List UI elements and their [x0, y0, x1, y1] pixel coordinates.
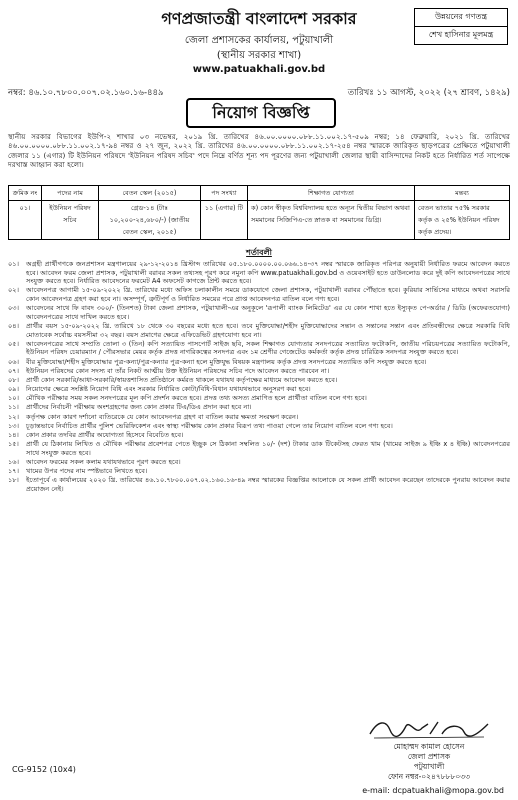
- condition-number: ০২।: [8, 286, 19, 295]
- signer-district: পটুয়াখালী: [413, 762, 445, 771]
- condition-item: [8, 403, 510, 412]
- condition-number: ০৬।: [8, 357, 19, 366]
- condition-number: ১৫।: [8, 440, 19, 449]
- condition-item: [8, 440, 510, 457]
- condition-text: কর্তৃপক্ষ কোন কারণ দর্শানো ব্যতিরেকে যে কোন আবেদনপত্র গ্রহণ বা বাতিল করার ক্ষমতা সংরক্ষণ করেন।: [26, 412, 299, 421]
- condition-number: ১১।: [8, 403, 19, 412]
- condition-item: [8, 376, 510, 385]
- condition-number: ০৫।: [8, 339, 19, 348]
- condition-text: প্রার্থীদের নির্বাচনী পরীক্ষায় অংশগ্রহণের জন্য কোন প্রকার টিএ/ডিএ প্রদান করা হবে না।: [26, 403, 252, 412]
- print-code: CG-9152 (10x4): [12, 765, 76, 774]
- signature-block: [354, 716, 504, 782]
- memo-number: নম্বর: ৪৬.১০.৭৮০০.০০৭.০২.১৬০.১৬-৪৪৯: [8, 88, 164, 98]
- intro-paragraph: স্থানীয় সরকার বিভাগের ইউপি-২ শাখার ০৩ নভেম্বর, ২০১৯ খ্রি. তারিখের ৪৬.০০.০০০০.০৮৮.১১.০০২.১৭-৫০৯ নম্বর; ১৪ ফেব্রুয়ারি, ২০২১ খ্রি. তারিখের ৪৬.০০.০০০০.০৮৮.১১.০০২.১৭-৯৪ নম্বর ও ২৭ জুন, ২০২২ খ্রি. তারিখের ৪৬.০০.০০০০.০৮৮.১১.০০২.১৭-২৫৪ নম্বর স্মারকে জারিকৃত ছাড়পত্রের প্রেক্ষিতে পটুয়াখালী জেলার ১১ (এগার) টি ইউনিয়ন পরিষদে 'ইউনিয়ন পরিষদ সচিব' পদে নিম্নে বর্ণিত শূন্য পদ পূরণের জন্য পটুয়াখালী জেলার স্থায়ী বাসিন্দাদের নিকট হতে নির্ধারিত শর্ত সাপেক্ষে দরখাস্ত আহ্বান করা হলো।: [8, 132, 510, 169]
- cell-post: ইউনিয়ন পরিষদ সচিব: [42, 201, 99, 240]
- condition-text: আবেদনের সাথে ফি বাবদ ৩০০/- (তিনশত) টাকা জেলা প্রশাসক, পটুয়াখালী-এর অনুকূলে 'রূপালী ব্যাংক লিমিটেড' এর যে কোন শাখা হতে ইস্যুকৃত পে-অর্ডার / ডিডি (অফেরতযোগ্য) আবেদনপত্রের সাথে দাখিল করতে হবে।: [26, 304, 510, 321]
- condition-text: চূড়ান্তভাবে নির্বাচিত প্রার্থীর পুলিশ ভেরিফিকেশন এবং স্বাস্থ্য পরীক্ষায় কোন প্রকার বিরূপ তথ্য পাওয়া গেলে তার নিয়োগ বাতিল বলে গণ্য হবে।: [26, 421, 393, 430]
- condition-item: [8, 431, 510, 440]
- conditions-list: [8, 260, 510, 494]
- condition-text: খামের উপর পদের নাম স্পষ্টভাবে লিখতে হবে।: [26, 467, 148, 476]
- cell-remarks: বেতন ভাতার ৭৫% সরকার কর্তৃক ও ২৫% ইউনিয়ন পরিষদ কর্তৃক প্রদেয়।: [415, 201, 510, 240]
- table-header: মন্তব্য: [415, 186, 510, 201]
- condition-item: [8, 385, 510, 394]
- condition-item: [8, 367, 510, 376]
- cell-count: ১১ (এগার) টি: [201, 201, 248, 240]
- condition-item: [8, 340, 510, 357]
- condition-text: প্রার্থী যে ঠিকানায় লিখিত ও মৌখিক পরীক্ষার প্রবেশপত্র পেতে ইচ্ছুক সে ঠিকানা সম্বলিত ১০/- (দশ) টাকার ডাক টিকেটসহ ফেরত খাম (খামের সাইজ ৯ ইঞ্চি x ৪ ইঞ্চি) আবেদনপত্রের সাথে সংযুক্ত করতে হবে।: [26, 440, 510, 457]
- condition-number: ১৮।: [8, 476, 19, 485]
- cell-serial: ০১।: [9, 201, 42, 240]
- office-name: জেলা প্রশাসকের কার্যালয়, পটুয়াখালী: [184, 35, 334, 46]
- condition-number: ০১।: [8, 260, 19, 268]
- table-header: বেতন স্কেল (২০১৫): [99, 186, 201, 201]
- signer-name: মোহাম্মদ কামাল হোসেন: [393, 742, 465, 751]
- signer-designation: জেলা প্রশাসক: [407, 752, 451, 761]
- table-header: পদ সংখ্যা: [201, 186, 248, 201]
- table-header: ক্রমিক নং: [9, 186, 42, 201]
- condition-item: [8, 260, 510, 286]
- condition-item: [8, 476, 510, 493]
- condition-number: ১৬।: [8, 457, 19, 466]
- condition-number: ০৭।: [8, 366, 19, 375]
- condition-number: ১৭।: [8, 467, 19, 476]
- condition-item: [8, 467, 510, 476]
- condition-number: ০৪।: [8, 321, 19, 330]
- condition-item: [8, 413, 510, 422]
- condition-number: ০৯।: [8, 385, 19, 394]
- signer-phone: ফোন নম্বর-০২৪৭৮৮৮০৩৩: [387, 772, 470, 781]
- conditions-title: শর্তাবলী: [246, 248, 272, 257]
- cell-qualification: ক) কোন স্বীকৃত বিশ্ববিদ্যালয় হতে অন্যূন দ্বিতীয় বিভাগ অথবা সমমানের সিজিপিএ-তে স্নাতক বা সমমানের ডিগ্রি।: [248, 201, 415, 240]
- condition-item: [8, 322, 510, 339]
- condition-text: মৌখিক পরীক্ষার সময় সকল সনদপত্রের মূল কপি প্রদর্শন করতে হবে। প্রদত্ত তথ্য অসত্য প্রমাণিত হলে প্রার্থীতা বাতিল বলে গণ্য হবে।: [26, 394, 367, 403]
- condition-text: বীর মুক্তিযোদ্ধা/শহীদ মুক্তিযোদ্ধার পুত্র-কন্যা/পুত্র-কন্যার পুত্র-কন্যা হলে মুক্তিযুদ্ধ বিষয়ক মন্ত্রণালয় কর্তৃক প্রদত্ত সনদপত্রের সত্যায়িত কপি সংযুক্ত করতে হবে।: [26, 357, 427, 366]
- table-header: পদের নাম: [42, 186, 99, 201]
- condition-number: ১২।: [8, 412, 19, 421]
- condition-number: ০৩।: [8, 304, 19, 313]
- condition-text: প্রার্থী কোন সরকারি/আধা-সরকারি/স্বায়ত্তশাসিত প্রতিষ্ঠানে কর্মরত থাকলে যথাযথ কর্তৃপক্ষের মাধ্যমে আবেদন করতে হবে।: [26, 375, 338, 384]
- table-row: [9, 201, 510, 240]
- handwritten-signature: [364, 716, 494, 742]
- motto-box: [414, 8, 508, 45]
- notice-title: নিয়োগ বিজ্ঞপ্তি: [186, 98, 336, 128]
- contact-email[interactable]: e-mail: dcpatuakhali@mopa.gov.bd: [362, 786, 504, 795]
- post-table: [8, 185, 510, 240]
- condition-number: ১৪।: [8, 431, 19, 439]
- condition-item: [8, 286, 510, 303]
- memo-date: তারিখঃ ১১ আগস্ট, ২০২২ (২৭ শ্রাবণ, ১৪২৯): [347, 88, 510, 98]
- motto-line-2: শেখ হাসিনার মূলমন্ত্র: [415, 26, 507, 44]
- government-name: গণপ্রজাতন্ত্রী বাংলাদেশ সরকার: [161, 9, 357, 28]
- condition-item: [8, 304, 510, 321]
- table-header: শিক্ষাগত যোগ্যতা: [248, 186, 415, 201]
- condition-number: ১০।: [8, 394, 19, 403]
- condition-text: আবেদনপত্রের সাথে সম্প্রতি তোলা ৩ (তিন) কপি সত্যায়িত পাসপোর্ট সাইজ ছবি, সকল শিক্ষাগত যোগ্যতার সনদপত্রের সত্যায়িত ফটোকপি, জাতীয় পরিচয়পত্রের সত্যায়িত ফটোকপি, ইউনিয়ন পরিষদ চেয়ারম্যান / পৌরসভার মেয়র কর্তৃক প্রদত্ত নাগরিকত্বের সনদপত্র এবং ১ম শ্রেণীর গেজেটেড কর্মকর্তা কর্তৃক প্রদত্ত চারিত্রিক সনদপত্র সংযুক্ত করতে হবে।: [26, 339, 510, 357]
- condition-number: ১৩।: [8, 421, 19, 430]
- condition-text: ইউনিয়ন পরিষদের কোন সদস্য বা তাঁর নিকট আত্মীয় উক্ত ইউনিয়ন পরিষদের সচিব পদে আবেদন করতে পারবেন না।: [26, 366, 330, 375]
- condition-text: কোন প্রকার তদবির প্রার্থীর অযোগ্যতা হিসেবে বিবেচিত হবে।: [26, 431, 184, 439]
- condition-text: আবেদন ফরমের সকল কলাম যথাযথভাবে পূরণ করতে হবে।: [26, 457, 181, 466]
- condition-number: ০৮।: [8, 375, 19, 384]
- condition-item: [8, 458, 510, 467]
- condition-item: [8, 394, 510, 403]
- condition-text: প্রার্থীর বয়স ১৫-০৯-২০২২ খ্রি. তারিখে ১৮ থেকে ৩০ বছরের মধ্যে হতে হবে। তবে মুক্তিযোদ্ধা/শহীদ মুক্তিযোদ্ধাদের সন্তান ও সন্তানের সন্তান এবং প্রতিবন্ধীদের ক্ষেত্রে সরকারি বিধি মোতাবেক সর্বোচ্চ বয়সসীমা ৩২ বছর। বয়স প্রমাণের ক্ষেত্রে এফিডেভিট গ্রহণযোগ্য হবে না।: [26, 321, 510, 339]
- condition-item: [8, 358, 510, 367]
- table-header-row: [9, 186, 510, 201]
- cell-scale: গ্রেড-১৪ (টাঃ ১০,২০০-২৪,৬৮০/-) (জাতীয় বেতন স্কেল, ২০১৫): [99, 201, 201, 240]
- condition-item: [8, 422, 510, 431]
- website-link[interactable]: www.patuakhali.gov.bd: [192, 64, 326, 75]
- condition-text: নিয়োগের ক্ষেত্রে সংশ্লিষ্ট নিয়োগ বিধি এবং সরকার নির্ধারিত কোটা/বিধি-বিধান যথাযথভাবে অনুসরণ করা হবে।: [26, 385, 311, 394]
- motto-line-1: উন্নয়নের গণতন্ত্র: [434, 12, 488, 21]
- branch-name: (স্থানীয় সরকার শাখা): [216, 50, 302, 61]
- condition-text: আবেদনপত্র আগামী ১৫-০৯-২০২২ খ্রি. তারিখের মধ্যে অফিস চলাকালীন সময়ে ডাকযোগে জেলা প্রশাসক, পটুয়াখালী বরাবর পৌঁছাতে হবে। কুরিয়ার সার্ভিসের মাধ্যমে অথবা সরাসরি কোন আবেদনপত্র গ্রহণ করা হবে না। অসম্পূর্ণ, ত্রুটিপূর্ণ ও নির্ধারিত সময়ের পরে প্রাপ্ত আবেদনপত্র বাতিল বলে গণ্য হবে।: [26, 286, 510, 303]
- condition-text: ইতোপূর্বে এ কার্যালয়ের ২০২০ খ্রি. তারিখের ৪৬.১০.৭৮০০.০০৭.০২.১৬০.১৬-৪৯ নম্বর স্মারকের বিজ্ঞপ্তির আলোকে যে সকল প্রার্থী আবেদন করেছেন তাদেরকে পুনরায় আবেদন করার প্রয়োজন নেই।: [26, 476, 510, 493]
- condition-text: অগ্রহী প্রার্থীগণকে জনপ্রশাসন মন্ত্রণালয়ের ২৯-১২-২০১৪ খ্রিস্টাব্দ তারিখের ০৫.১৮০.০০০০.০০.০৬৬.১৪-৩৭ নম্বর স্মারকে জারিকৃত পরিপত্র অনুযায়ী নির্ধারিত ফরমে আবেদন করতে হবে। আবেদন ফরম জেলা প্রশাসক, পটুয়াখালী বরাবর সকল তথ্যসহ পূরণ করে নমুনা কপি www.patuakhali.gov.bd ও ওয়েবসাইট হতে ডাউনলোড করে দুই কপি আবেদনপত্রের সাথে সংযুক্ত করতে হবে। নির্ধারিত আবেদনের ফরমেট A4 অফসেট কাগজে প্রিন্ট করতে হবে।: [26, 260, 510, 286]
